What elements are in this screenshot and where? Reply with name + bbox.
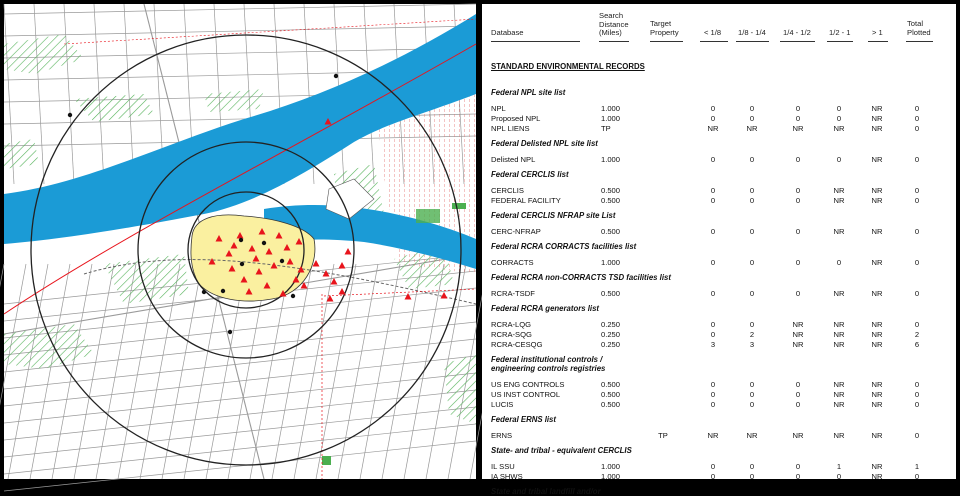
group-title: Federal NPL site list — [491, 88, 566, 97]
search-distance: 1.000 — [601, 472, 621, 481]
park-patch — [452, 203, 466, 209]
cell-value: 0 — [710, 380, 716, 389]
search-distance: 0.500 — [601, 227, 621, 236]
database-name: CERC-NFRAP — [491, 227, 541, 236]
search-distance: 1.000 — [601, 155, 621, 164]
col-header-quarter-half: 1/4 - 1/2 — [783, 28, 811, 37]
cell-value: 0 — [749, 186, 755, 195]
database-name: US ENG CONTROLS — [491, 380, 565, 389]
radius-map — [4, 4, 476, 479]
cell-value: 0 — [710, 390, 716, 399]
cell-value: NR — [792, 340, 804, 349]
table-row — [482, 431, 956, 441]
cell-value: NR — [871, 227, 883, 236]
cell-value: 0 — [710, 400, 716, 409]
group-title: Federal CERCLIS NFRAP site List — [491, 211, 616, 220]
site-marker-triangle — [339, 262, 346, 269]
cell-value: NR — [707, 431, 719, 440]
table-row — [482, 186, 956, 196]
cell-value: 3 — [710, 340, 716, 349]
cell-value: 0 — [749, 155, 755, 164]
cell-value: NR — [871, 330, 883, 339]
cell-value: 0 — [710, 258, 716, 267]
site-marker-triangle — [405, 293, 412, 300]
search-distance: TP — [601, 124, 611, 133]
cell-value: 0 — [749, 320, 755, 329]
cell-value: 0 — [749, 196, 755, 205]
cell-value: 2 — [914, 330, 920, 339]
cell-value: NR — [833, 124, 845, 133]
cell-value: NR — [871, 380, 883, 389]
table-row — [482, 104, 956, 114]
table-row — [482, 155, 956, 165]
park-patch — [322, 456, 331, 465]
cell-value: NR — [871, 390, 883, 399]
cell-value: 0 — [710, 155, 716, 164]
col-header-eighth-quarter: 1/8 - 1/4 — [738, 28, 766, 37]
cell-value: 0 — [749, 380, 755, 389]
search-distance: 1.000 — [601, 462, 621, 471]
cell-value: 0 — [710, 196, 716, 205]
cell-value: 0 — [795, 472, 801, 481]
cell-value: NR — [833, 196, 845, 205]
cell-value: 0 — [914, 289, 920, 298]
site-marker-dot — [202, 290, 206, 294]
cell-value: 0 — [749, 289, 755, 298]
table-row — [482, 258, 956, 268]
cell-value: NR — [871, 114, 883, 123]
group-title: Federal ERNS list — [491, 415, 556, 424]
table-row — [482, 462, 956, 472]
database-name: ERNS — [491, 431, 513, 440]
cell-value: 0 — [795, 104, 801, 113]
cell-value: 0 — [710, 114, 716, 123]
col-header-lt-eighth: < 1/8 — [704, 28, 722, 37]
cell-value: NR — [833, 330, 845, 339]
cell-value: 0 — [914, 186, 920, 195]
cell-value: 0 — [795, 227, 801, 236]
site-marker-dot — [262, 241, 266, 245]
cell-value: 0 — [795, 462, 801, 471]
group-title: State- and tribal - equivalent CERCLIS — [491, 446, 632, 455]
cell-value: NR — [707, 124, 719, 133]
group-title: Federal RCRA generators list — [491, 304, 600, 313]
cell-value: 0 — [795, 258, 801, 267]
site-marker-triangle — [345, 248, 352, 255]
cell-value: 0 — [710, 227, 716, 236]
site-marker-dot — [239, 238, 243, 242]
cell-value: 0 — [914, 390, 920, 399]
cell-value: NR — [871, 124, 883, 133]
table-row — [482, 320, 956, 330]
cell-value: 0 — [710, 462, 716, 471]
cell-value: 0 — [914, 124, 920, 133]
cell-value: 0 — [914, 227, 920, 236]
database-name: CORRACTS — [491, 258, 534, 267]
group-title: Federal institutional controls / engineering controls registries — [491, 355, 606, 373]
database-name: RCRA-CESQG — [491, 340, 543, 349]
cell-value: 0 — [710, 320, 716, 329]
search-distance: 0.500 — [601, 196, 621, 205]
cell-value: 0 — [710, 330, 716, 339]
cell-value: 0 — [836, 114, 842, 123]
table-row — [482, 390, 956, 400]
cell-value: 0 — [914, 320, 920, 329]
col-header-gt-one: > 1 — [872, 28, 883, 37]
table-row — [482, 380, 956, 390]
search-distance: 0.250 — [601, 340, 621, 349]
database-name: Proposed NPL — [491, 114, 541, 123]
cell-value: 0 — [914, 196, 920, 205]
group-title: Federal RCRA non-CORRACTS TSD facilities list — [491, 273, 671, 282]
database-name: NPL LIENS — [491, 124, 530, 133]
group-title: Federal CERCLIS list — [491, 170, 569, 179]
site-marker-dot — [280, 259, 284, 263]
cell-value: 2 — [749, 330, 755, 339]
cell-value: 1 — [914, 462, 920, 471]
cell-value: NR — [833, 431, 845, 440]
cell-value: 0 — [914, 104, 920, 113]
cell-value: 0 — [795, 400, 801, 409]
group-title: Federal Delisted NPL site list — [491, 139, 598, 148]
cell-value: NR — [833, 186, 845, 195]
col-header-total-plotted: Total Plotted — [907, 19, 931, 37]
table-row — [482, 472, 956, 482]
database-name: IA SHWS — [491, 472, 523, 481]
search-distance: 0.250 — [601, 320, 621, 329]
cell-value: 0 — [914, 155, 920, 164]
cell-value: NR — [871, 289, 883, 298]
col-header-database: Database — [491, 28, 524, 37]
cell-value: NR — [792, 330, 804, 339]
cell-value: 0 — [914, 400, 920, 409]
cell-value: NR — [792, 124, 804, 133]
cell-value: 1 — [836, 462, 842, 471]
cell-value: 0 — [710, 472, 716, 481]
cell-value: 0 — [914, 114, 920, 123]
cell-value: 0 — [710, 104, 716, 113]
table-row — [482, 289, 956, 299]
cell-value: 0 — [795, 380, 801, 389]
col-header-search-distance: Search Distance (Miles) — [599, 11, 629, 38]
cell-value: NR — [833, 390, 845, 399]
summary-report — [482, 4, 956, 496]
search-distance: 1.000 — [601, 104, 621, 113]
database-name: US INST CONTROL — [491, 390, 561, 399]
cell-value: 0 — [795, 186, 801, 195]
cell-value: 0 — [710, 289, 716, 298]
park-patch — [416, 209, 440, 223]
cell-value: 0 — [749, 462, 755, 471]
group-title: Federal RCRA CORRACTS facilities list — [491, 242, 637, 251]
search-distance: 0.500 — [601, 400, 621, 409]
col-header-half-one: 1/2 - 1 — [829, 28, 851, 37]
cell-value: 0 — [914, 380, 920, 389]
cell-value: 0 — [795, 196, 801, 205]
radius-map-canvas — [4, 4, 476, 479]
database-name: RCRA-SQG — [491, 330, 532, 339]
site-marker-dot — [221, 289, 225, 293]
search-distance: 1.000 — [601, 114, 621, 123]
database-name: CERCLIS — [491, 186, 524, 195]
table-row — [482, 124, 956, 134]
cell-value: NR — [871, 431, 883, 440]
cell-value: NR — [746, 124, 758, 133]
search-distance: 1.000 — [601, 258, 621, 267]
cell-value: 0 — [836, 258, 842, 267]
table-row — [482, 340, 956, 350]
cell-value: 0 — [749, 114, 755, 123]
cell-value: 0 — [795, 155, 801, 164]
cell-value: 0 — [914, 258, 920, 267]
search-distance: 0.250 — [601, 330, 621, 339]
cell-value: 0 — [836, 472, 842, 481]
site-marker-triangle — [441, 292, 448, 299]
site-marker-dot — [334, 74, 338, 78]
search-distance: 0.500 — [601, 186, 621, 195]
cell-value: NR — [871, 186, 883, 195]
cell-value: 3 — [749, 340, 755, 349]
col-header-target-property: Target Property — [650, 19, 679, 37]
search-distance: 0.500 — [601, 390, 621, 399]
site-marker-dot — [240, 262, 244, 266]
cell-value: NR — [746, 431, 758, 440]
database-name: IL SSU — [491, 462, 515, 471]
database-name: RCRA-TSDF — [491, 289, 535, 298]
cell-value: 0 — [749, 472, 755, 481]
cell-value: 0 — [795, 289, 801, 298]
cell-value: 0 — [836, 155, 842, 164]
cell-value: NR — [792, 320, 804, 329]
cell-value: 0 — [710, 186, 716, 195]
database-name: NPL — [491, 104, 506, 113]
cell-value: 0 — [749, 400, 755, 409]
table-row — [482, 330, 956, 340]
cell-value: NR — [833, 289, 845, 298]
site-marker-triangle — [339, 288, 346, 295]
site-marker-dot — [68, 113, 72, 117]
target-property-value: TP — [658, 431, 668, 440]
database-name: RCRA-LQG — [491, 320, 532, 329]
site-marker-dot — [291, 294, 295, 298]
cell-value: NR — [833, 227, 845, 236]
cell-value: NR — [833, 320, 845, 329]
cell-value: 0 — [749, 258, 755, 267]
cell-value: 0 — [914, 472, 920, 481]
cell-value: NR — [871, 340, 883, 349]
cell-value: 0 — [795, 114, 801, 123]
table-row — [482, 196, 956, 206]
cell-value: NR — [871, 320, 883, 329]
cell-value: NR — [792, 431, 804, 440]
cell-value: 0 — [836, 104, 842, 113]
search-distance: 0.500 — [601, 289, 621, 298]
cell-value: NR — [871, 258, 883, 267]
cell-value: NR — [871, 155, 883, 164]
cell-value: 0 — [749, 227, 755, 236]
cell-value: NR — [871, 472, 883, 481]
cell-value: NR — [833, 400, 845, 409]
cell-value: NR — [871, 104, 883, 113]
search-distance: 0.500 — [601, 380, 621, 389]
cell-value: NR — [871, 462, 883, 471]
cell-value: NR — [833, 340, 845, 349]
cell-value: 0 — [749, 104, 755, 113]
cell-value: 0 — [749, 390, 755, 399]
site-marker-dot — [228, 330, 232, 334]
cell-value: 0 — [795, 390, 801, 399]
target-property-buffer — [191, 215, 315, 301]
cell-value: NR — [871, 400, 883, 409]
section-title: STANDARD ENVIRONMENTAL RECORDS — [491, 62, 645, 71]
cell-value: 0 — [914, 431, 920, 440]
table-row — [482, 114, 956, 124]
database-name: LUCIS — [491, 400, 514, 409]
group-title: State and tribal landfill and/or — [491, 487, 601, 496]
database-name: Delisted NPL — [491, 155, 536, 164]
cell-value: 6 — [914, 340, 920, 349]
cell-value: NR — [833, 380, 845, 389]
database-name: FEDERAL FACILITY — [491, 196, 561, 205]
cell-value: NR — [871, 196, 883, 205]
table-row — [482, 227, 956, 237]
table-row — [482, 400, 956, 410]
